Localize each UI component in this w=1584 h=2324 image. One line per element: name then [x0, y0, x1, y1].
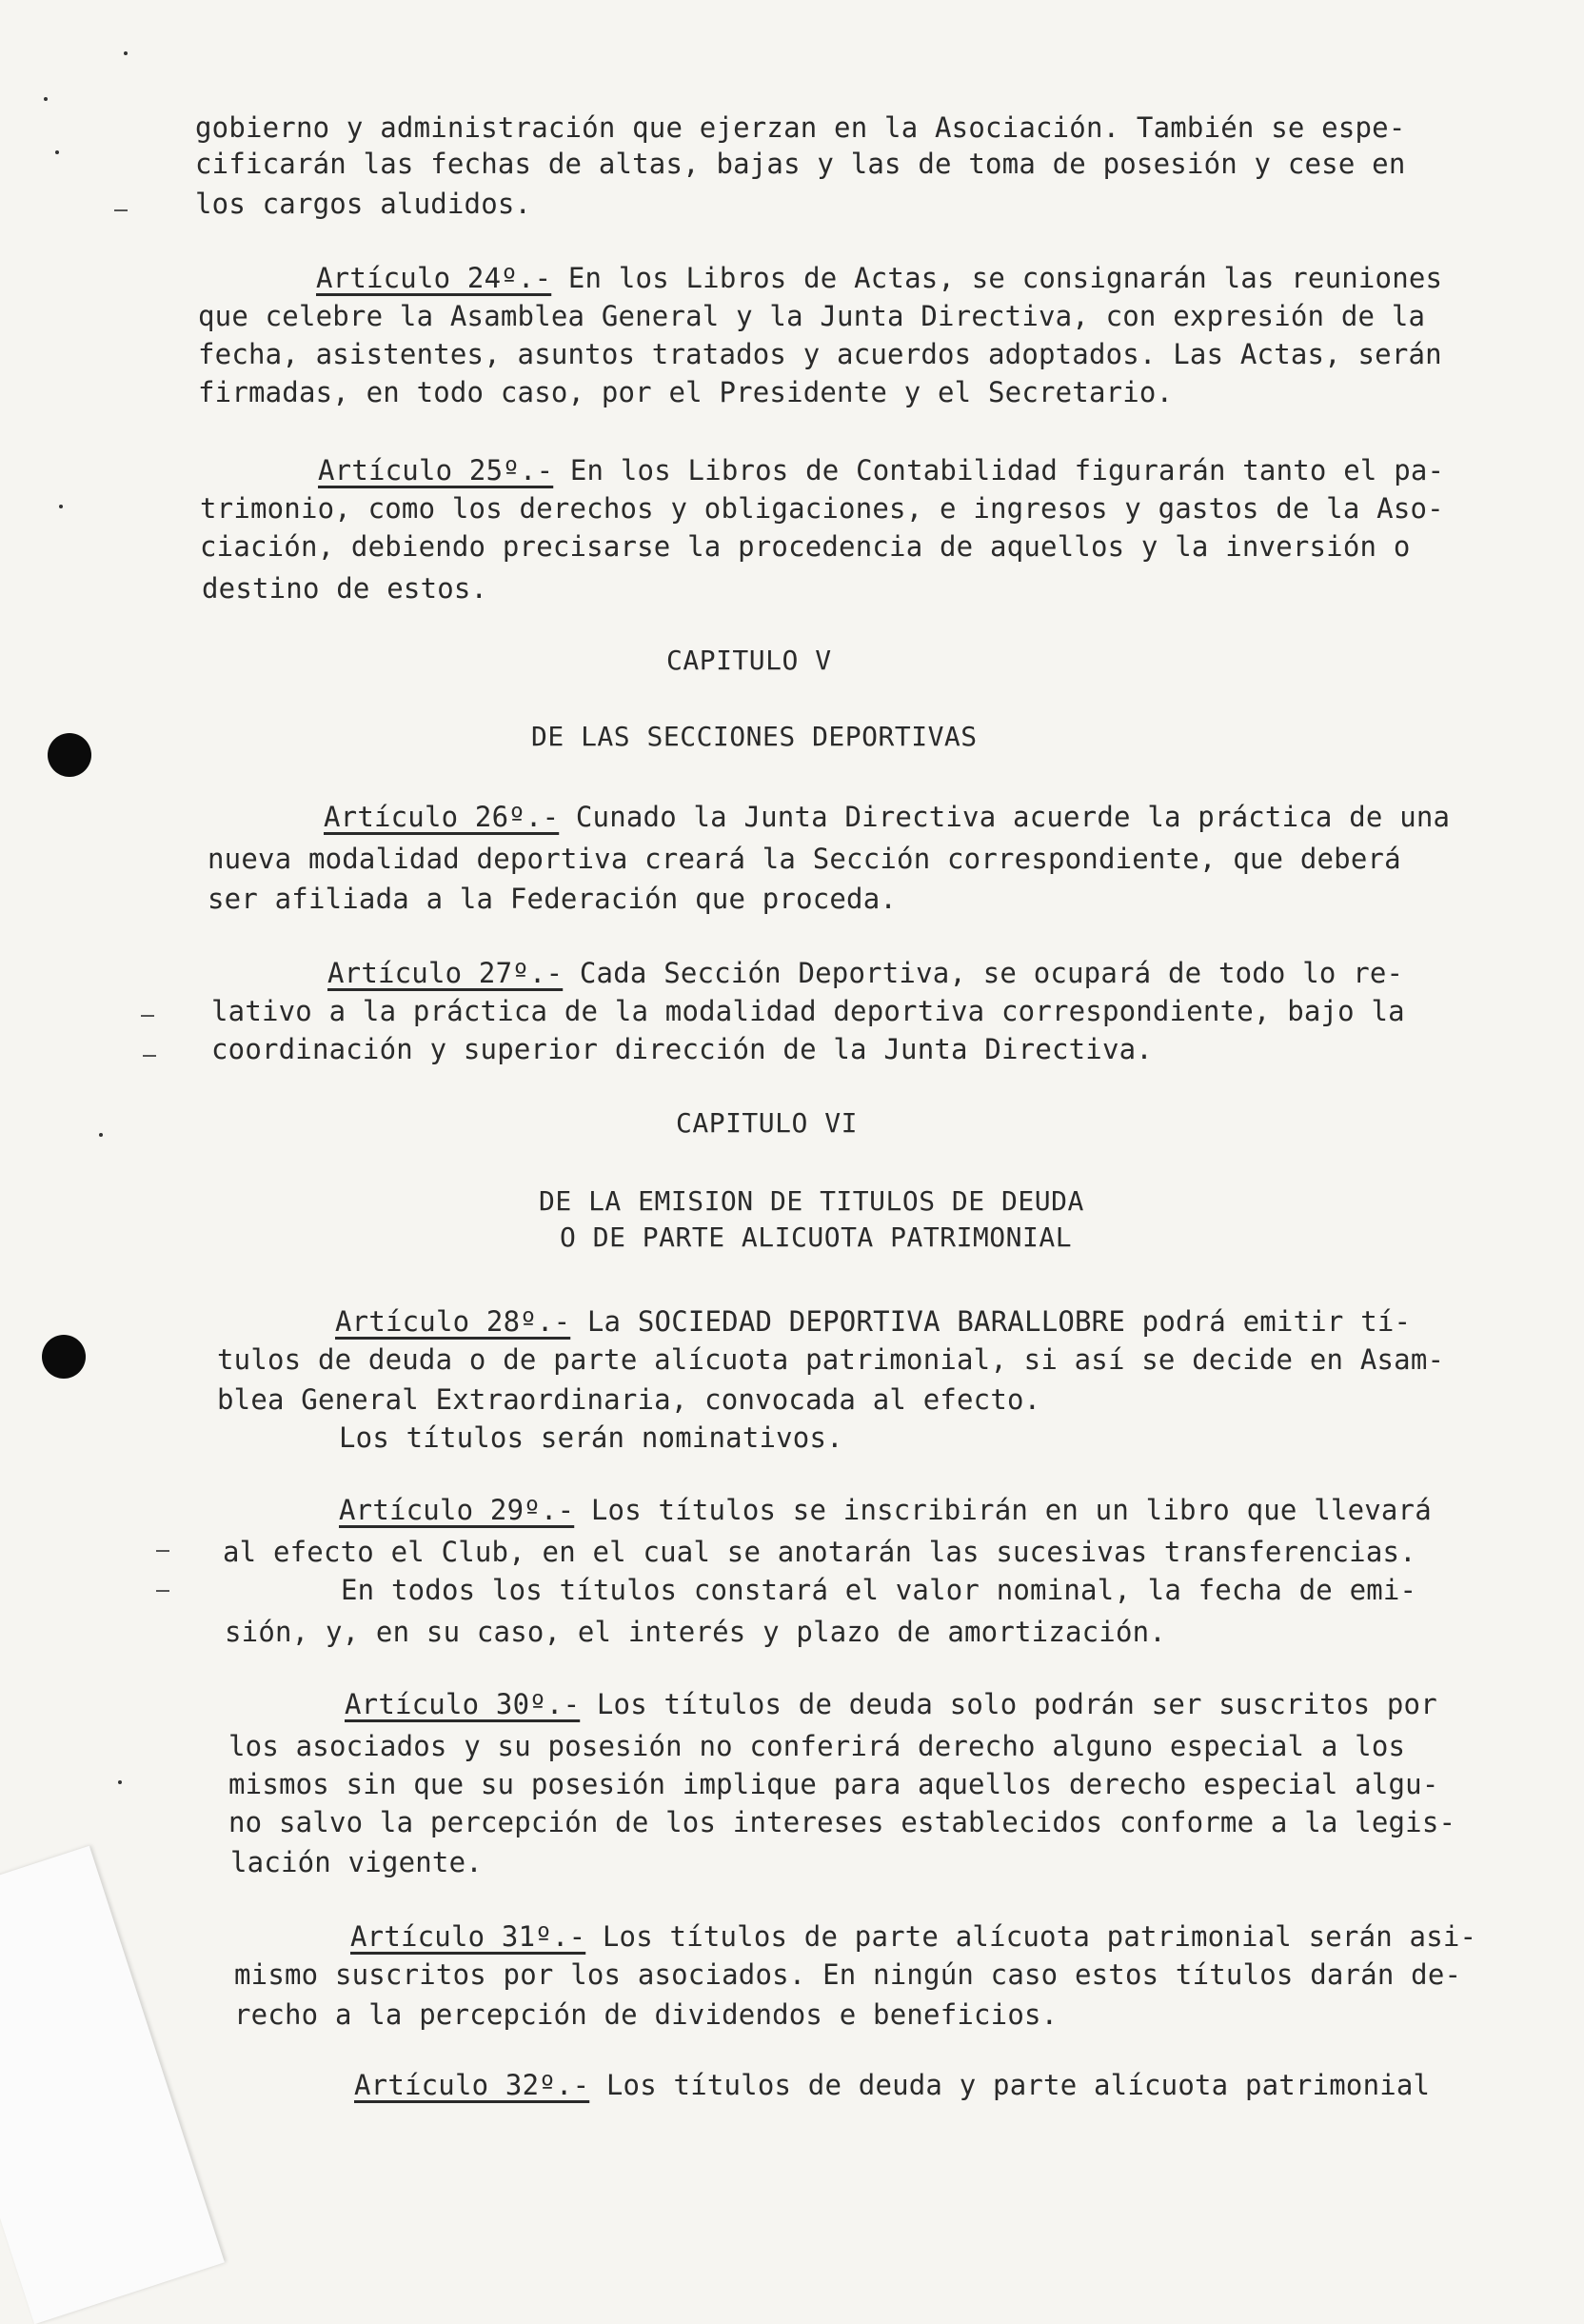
text-line: blea General Extraordinaria, convocada al efecto.	[217, 1383, 1041, 1416]
margin-mark	[141, 1015, 154, 1017]
text-line: firmadas, en todo caso, por el Presidente y el Secretario.	[198, 376, 1174, 408]
margin-mark	[114, 209, 128, 211]
text-line: Los títulos serán nominativos.	[339, 1421, 843, 1454]
chapter-subtitle: DE LA EMISION DE TITULOS DE DEUDA	[539, 1185, 1084, 1217]
article-31	[350, 1919, 1476, 1954]
article-label: Artículo 29º.-	[339, 1494, 575, 1526]
article-32	[354, 2068, 1430, 2102]
text-line: lación vigente.	[230, 1846, 483, 1878]
article-label: Artículo 25º.-	[318, 454, 554, 487]
chapter-title: CAPITULO V	[666, 645, 832, 676]
article-24	[316, 261, 1442, 295]
text-line: lativo a la práctica de la modalidad deportiva correspondiente, bajo la	[211, 995, 1405, 1027]
chapter-subtitle: O DE PARTE ALICUOTA PATRIMONIAL	[560, 1222, 1073, 1253]
folded-corner	[0, 1846, 225, 2324]
text-line: mismo suscritos por los asociados. En ningún caso estos títulos darán de-	[234, 1958, 1462, 1991]
text-line: cificarán las fechas de altas, bajas y las de toma de posesión y cese en	[195, 148, 1406, 180]
speck	[124, 51, 128, 55]
text-line: Cunado la Junta Directiva acuerde la práctica de una	[559, 801, 1451, 833]
text-line: tulos de deuda o de parte alícuota patrimonial, si así se decide en Asam-	[217, 1343, 1445, 1376]
chapter-subtitle: DE LAS SECCIONES DEPORTIVAS	[531, 721, 978, 752]
article-label: Artículo 26º.-	[324, 801, 560, 833]
speck	[44, 97, 48, 101]
speck	[59, 505, 63, 508]
text-line: En los Libros de Contabilidad figurarán tanto el pa-	[553, 454, 1445, 487]
chapter-title: CAPITULO VI	[676, 1107, 858, 1139]
punch-hole-top	[48, 733, 91, 777]
text-line: los asociados y su posesión no conferirá derecho alguno especial a los	[228, 1730, 1406, 1762]
article-label: Artículo 32º.-	[354, 2069, 590, 2101]
article-28	[335, 1304, 1411, 1339]
article-label: Artículo 27º.-	[327, 957, 564, 989]
text-line: fecha, asistentes, asuntos tratados y acuerdos adoptados. Las Actas, serán	[198, 338, 1442, 370]
text-line: En todos los títulos constará el valor nominal, la fecha de emi-	[341, 1574, 1417, 1606]
article-27	[327, 956, 1403, 990]
article-26	[324, 800, 1450, 834]
article-25	[318, 453, 1444, 487]
text-line: sión, y, en su caso, el interés y plazo de amortización.	[225, 1616, 1166, 1648]
text-line: al efecto el Club, en el cual se anotarán las sucesivas transferencias.	[223, 1536, 1416, 1568]
margin-mark	[143, 1055, 156, 1057]
text-line: trimonio, como los derechos y obligaciones, e ingresos y gastos de la Aso-	[200, 492, 1444, 525]
article-30	[345, 1687, 1437, 1721]
speck	[99, 1133, 103, 1137]
punch-hole-bottom	[42, 1335, 86, 1379]
text-line: ser afiliada a la Federación que proceda.	[208, 883, 898, 915]
text-line: ciación, debiendo precisarse la procedencia de aquellos y la inversión o	[200, 530, 1411, 563]
margin-mark	[156, 1590, 169, 1592]
text-line: En los Libros de Actas, se consignarán las reuniones	[551, 262, 1443, 294]
text-line: Cada Sección Deportiva, se ocupará de todo lo re-	[563, 957, 1404, 989]
text-line: destino de estos.	[202, 572, 488, 605]
text-line: coordinación y superior dirección de la Junta Directiva.	[211, 1033, 1153, 1065]
article-29	[339, 1493, 1432, 1527]
text-line: Los títulos de deuda y parte alícuota patrimonial	[589, 2069, 1431, 2101]
article-label: Artículo 30º.-	[345, 1688, 581, 1720]
text-line: Los títulos de deuda solo podrán ser suscritos por	[580, 1688, 1437, 1720]
text-line: mismos sin que su posesión implique para aquellos derecho especial algu-	[228, 1768, 1439, 1800]
speck	[118, 1780, 122, 1784]
text-line: gobierno y administración que ejerzan en la Asociación. También se espe-	[195, 111, 1406, 144]
text-line: La SOCIEDAD DEPORTIVA BARALLOBRE podrá emitir tí-	[570, 1305, 1412, 1338]
text-line: no salvo la percepción de los intereses establecidos conforme a la legis-	[228, 1806, 1456, 1838]
article-label: Artículo 28º.-	[335, 1305, 571, 1338]
text-line: recho a la percepción de dividendos e beneficios.	[234, 1998, 1059, 2031]
speck	[55, 150, 59, 154]
article-label: Artículo 24º.-	[316, 262, 552, 294]
margin-mark	[156, 1550, 169, 1552]
text-line: los cargos aludidos.	[195, 188, 532, 220]
text-line: Los títulos se inscribirán en un libro que llevará	[574, 1494, 1432, 1526]
article-label: Artículo 31º.-	[350, 1920, 586, 1953]
text-line: que celebre la Asamblea General y la Junta Directiva, con expresión de la	[198, 300, 1426, 332]
text-line: Los títulos de parte alícuota patrimonial serán asi-	[585, 1920, 1477, 1953]
text-line: nueva modalidad deportiva creará la Sección correspondiente, que deberá	[208, 843, 1401, 875]
